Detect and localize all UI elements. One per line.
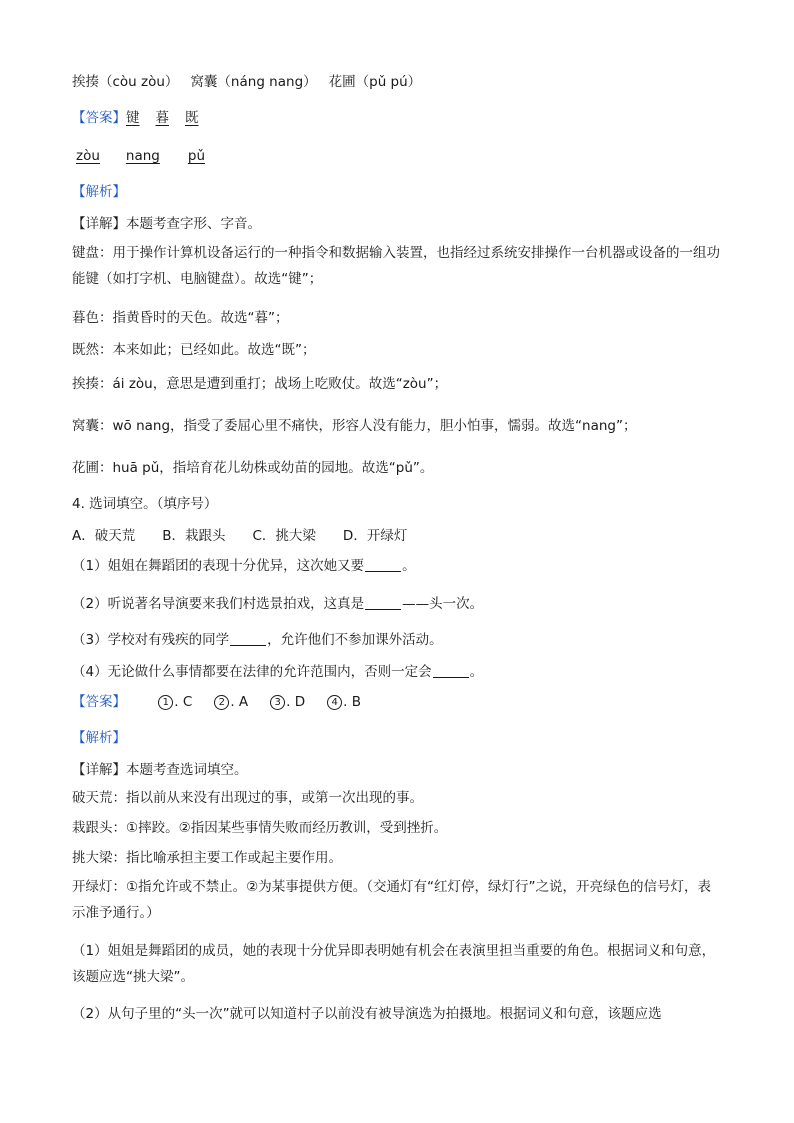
- detail-3-intro: 【详解】本题考查字形、字音。: [72, 216, 261, 232]
- answer-label: 【答案】: [72, 694, 126, 710]
- question-4-sentence-2: （2）听说著名导演要来我们村选景拍戏，这真是 ——头一次。: [72, 596, 484, 612]
- word-wonang: 窝囊（náng nang）: [190, 74, 317, 90]
- answer-3-line: [72, 108, 199, 128]
- word-aizou: 挨揍（còu zòu）: [72, 74, 179, 90]
- detail-3-jianpan: 键盘：用于操作计算机设备运行的一种指令和数据输入装置，也指经过系统安排操作一台机器或设备的一组功能键（如打字机、电脑键盘）。故选“键”；: [72, 245, 720, 287]
- question-4-options: A．破天荒 B．栽跟头 C．挑大梁 D．开绿灯: [72, 528, 408, 544]
- detail-3-muse: 暮色：指黄昏时的天色。故选“暮”；: [72, 310, 289, 326]
- detail-3-huapu: 花圃：huā pǔ，指培育花儿幼株或幼苗的园地。故选“pǔ”。: [72, 460, 434, 476]
- question-4-sentence-1: （1）姐姐在舞蹈团的表现十分优异，这次她又要 。: [72, 558, 416, 574]
- answer-4-line: [72, 692, 383, 712]
- detail-4-zaigentou: 栽跟头：①摔跤。②指因某些事情失败而经历教训，受到挫折。: [72, 820, 448, 836]
- answer-pinyin-1: zòu: [76, 148, 100, 164]
- detail-4-explain-1: （1）姐姐是舞蹈团的成员，她的表现十分优异即表明她有机会在表演里担当重要的角色。根据词义和句意，该题应选“挑大梁”。: [72, 943, 716, 985]
- detail-4-tiaodaliang: 挑大梁：指比喻承担主要工作或起主要作用。: [72, 850, 342, 866]
- detail-3-aizou: 挨揍：ái zòu，意思是遭到重打；战场上吃败仗。故选“zòu”；: [72, 376, 448, 392]
- blank-1: [365, 557, 401, 572]
- detail-3-wonang: 窝囊：wō nang，指受了委屈心里不痛快，形容人没有能力，胆小怕事，懦弱。故选“nang”；: [72, 418, 637, 434]
- answer-pinyin-2: nang: [125, 148, 160, 164]
- word-huapu: 花圃（pǔ pú）: [328, 74, 422, 90]
- answer-char-2: 暮: [155, 110, 169, 126]
- detail-4-intro: 【详解】本题考查选词填空。: [72, 762, 248, 778]
- answer-4-item-4: 4 . B: [327, 692, 361, 712]
- question-4-title: 4. 选词填空。（填序号）: [72, 496, 218, 512]
- answer-4-item-1: 1 . C: [158, 692, 192, 712]
- detail-4-explain-2: （2）从句子里的“头一次”就可以知道村子以前没有被导演选为拍摄地。根据词义和句意，该题应选: [72, 1006, 662, 1022]
- detail-4-kailvdeng: 开绿灯：①指允许或不禁止。②为某事提供方便。（交通灯有“红灯停，绿灯行”之说，开亮绿色的信号灯，表示准予通行。）: [72, 879, 711, 921]
- blank-4: [433, 663, 469, 678]
- answer-4-item-2: 2 . A: [214, 692, 248, 712]
- blank-3: [230, 631, 266, 646]
- question-4-sentence-3: （3）学校对有残疾的同学 ，允许他们不参加课外活动。: [72, 632, 443, 648]
- analysis-label-4: 【解析】: [72, 730, 126, 746]
- answer-label: 【答案】: [72, 110, 126, 126]
- answer-char-1: 键: [126, 110, 140, 126]
- detail-3-jiran: 既然：本来如此；已经如此。故选“既”；: [72, 342, 316, 358]
- answer-3-pinyin-line: [76, 146, 205, 166]
- answer-pinyin-3: pǔ: [187, 148, 206, 164]
- answer-char-3: 既: [185, 110, 199, 126]
- detail-4-potianhuang: 破天荒：指以前从来没有出现过的事，或第一次出现的事。: [72, 790, 423, 806]
- blank-2: [365, 595, 401, 610]
- pinyin-options-line: [72, 72, 421, 92]
- answer-4-item-3: 3 . D: [270, 692, 305, 712]
- question-4-sentence-4: （4）无论做什么事情都要在法律的允许范围内，否则一定会 。: [72, 664, 484, 680]
- analysis-label-3: 【解析】: [72, 184, 126, 200]
